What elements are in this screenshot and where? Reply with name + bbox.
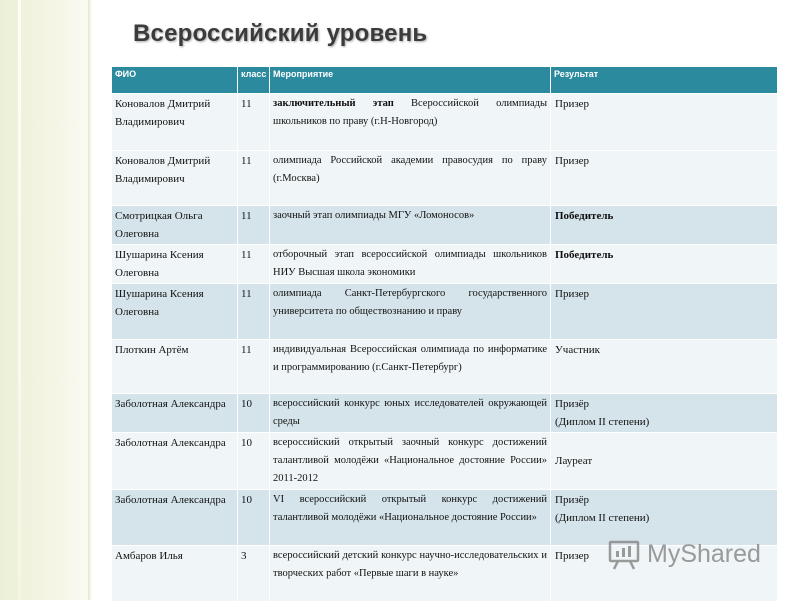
- header-event: Мероприятие: [270, 67, 551, 94]
- cell-name: Амбаров Илья: [112, 546, 238, 602]
- cell-class: 11: [238, 94, 270, 151]
- event-lead: заключительный этап: [273, 98, 394, 109]
- header-class: класс: [238, 67, 270, 94]
- cell-class: 11: [238, 340, 270, 394]
- cell-class: 10: [238, 394, 270, 433]
- cell-name: Заболотная Александра: [112, 490, 238, 546]
- cell-result: [551, 394, 778, 433]
- cell-class: 11: [238, 245, 270, 284]
- watermark-text: MyShared: [647, 539, 761, 568]
- presentation-board-icon: [607, 537, 641, 571]
- cell-name: Заболотная Александра: [112, 394, 238, 433]
- cell-event: заочный этап олимпиады МГУ «Ломоносов»: [270, 206, 551, 245]
- cell-event: отборочный этап всероссийской олимпиады школьников НИУ Высшая школа экономики: [270, 245, 551, 284]
- cell-result: Участник: [551, 340, 778, 394]
- side-band-highlight: [18, 0, 21, 600]
- cell-result: [551, 433, 778, 490]
- table-row: [112, 94, 778, 151]
- cell-result: Призер: [551, 94, 778, 151]
- result-note: (Диплом II степени): [555, 416, 650, 428]
- result-main: Призёр: [555, 398, 590, 410]
- cell-event: всероссийский открытый заочный конкурс достижений талантливой молодёжи «Национальное достояние России» 2011-2012: [270, 433, 551, 490]
- cell-result: Победитель: [551, 245, 778, 284]
- cell-name: Заболотная Александра: [112, 433, 238, 490]
- results-table: [111, 66, 778, 602]
- cell-name: Смотрицкая Ольга Олеговна: [112, 206, 238, 245]
- table-header-row: [112, 67, 778, 94]
- header-fio: ФИО: [112, 67, 238, 94]
- cell-class: 11: [238, 206, 270, 245]
- cell-name: Плоткин Артём: [112, 340, 238, 394]
- cell-name: Шушарина Ксения Олеговна: [112, 284, 238, 340]
- result-main: Лауреат: [555, 455, 593, 467]
- cell-name: Коновалов Дмитрий Владимирович: [112, 151, 238, 206]
- table-row: [112, 340, 778, 394]
- table-row: [112, 206, 778, 245]
- cell-result: Призер: [551, 284, 778, 340]
- cell-class: 11: [238, 151, 270, 206]
- table-row: [112, 284, 778, 340]
- result-note: (Диплом II степени): [555, 512, 650, 524]
- cell-name: Шушарина Ксения Олеговна: [112, 245, 238, 284]
- result-main: Призёр: [555, 494, 590, 506]
- table-row: [112, 433, 778, 490]
- cell-result: Победитель: [551, 206, 778, 245]
- page-title: Всероссийский уровень: [133, 20, 428, 47]
- side-band-edge: [88, 0, 92, 600]
- table-row: [112, 245, 778, 284]
- cell-class: 10: [238, 490, 270, 546]
- cell-name: Коновалов Дмитрий Владимирович: [112, 94, 238, 151]
- cell-event: олимпиада Российской академии правосудия по праву (г.Москва): [270, 151, 551, 206]
- result-spacer: [555, 434, 774, 452]
- cell-result: Призер: [551, 151, 778, 206]
- event-text: Всероссийской олимпиады школьников по праву (г.Н-Новгород): [273, 98, 547, 127]
- cell-class: 10: [238, 433, 270, 490]
- cell-event: [270, 94, 551, 151]
- cell-event: всероссийский конкурс юных исследователей окружающей среды: [270, 394, 551, 433]
- cell-event: VI всероссийский открытый конкурс достижений талантливой молодёжи «Национальное достояние России»: [270, 490, 551, 546]
- cell-event: всероссийский детский конкурс научно-исследовательских и творческих работ «Первые шаги в науке»: [270, 546, 551, 602]
- cell-class: 11: [238, 284, 270, 340]
- cell-result: Призер: [551, 546, 778, 602]
- cell-event: индивидуальная Всероссийская олимпиада по информатике и программированию (г.Санкт-Петербург): [270, 340, 551, 394]
- cell-event: олимпиада Санкт-Петербургского государственного университета по обществознанию и праву: [270, 284, 551, 340]
- myshared-watermark: [607, 537, 761, 571]
- table-row: [112, 151, 778, 206]
- cell-class: 3: [238, 546, 270, 602]
- decorative-side-band: [0, 0, 92, 600]
- table-row: [112, 394, 778, 433]
- header-result: Результат: [551, 67, 778, 94]
